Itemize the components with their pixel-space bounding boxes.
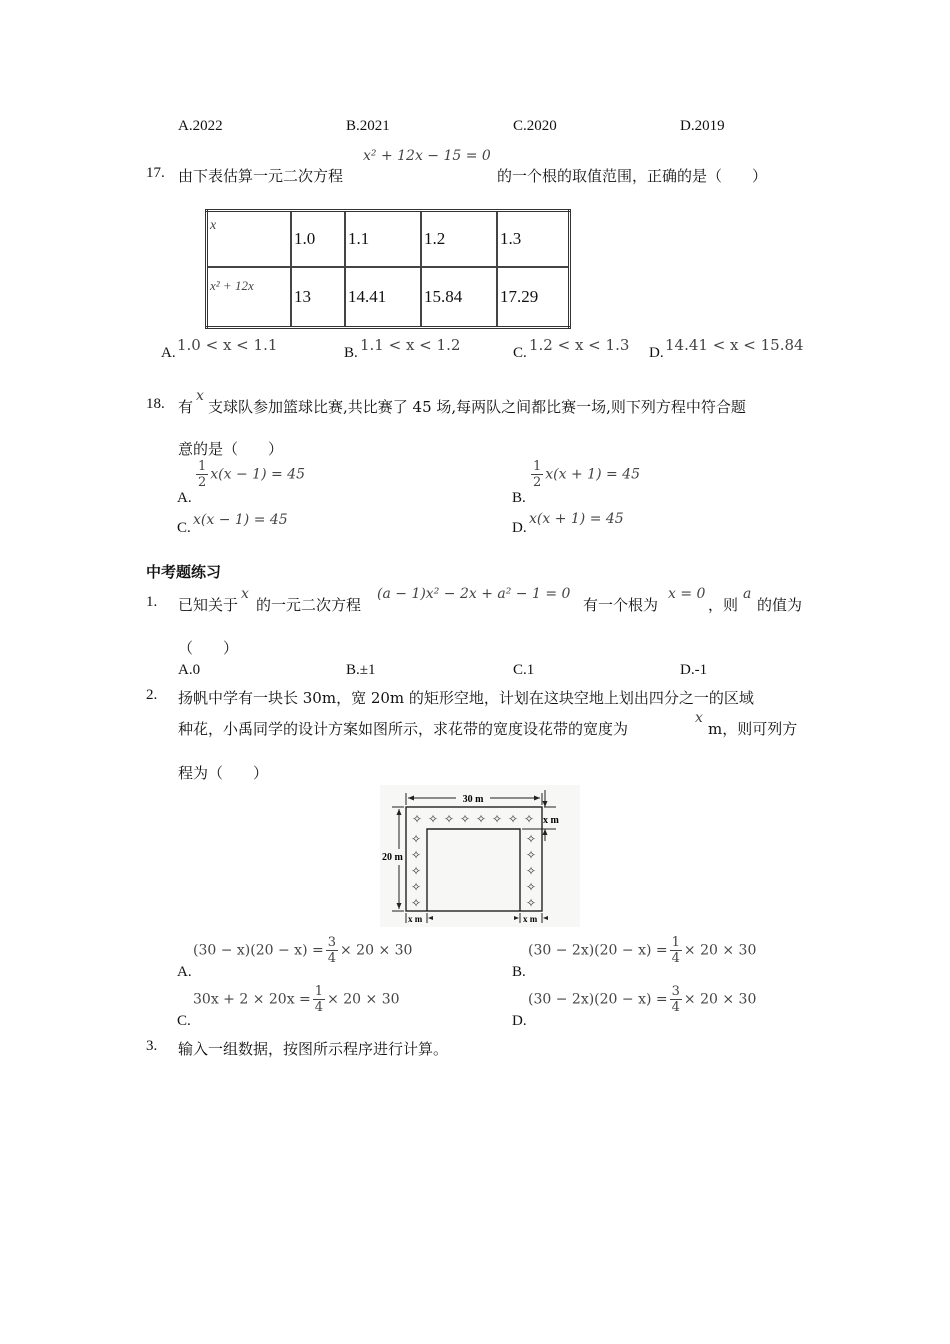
star-icon: ✧ <box>410 832 422 846</box>
q17-equation: x² + 12x − 15 = 0 <box>363 148 491 164</box>
label-20m: 20 m <box>382 852 403 863</box>
star-icon: ✧ <box>427 812 439 826</box>
p1-var-a: a <box>743 586 752 602</box>
math-left: (30 − 2x)(20 − x) = <box>528 942 668 959</box>
p2-line2-a: 种花，小禹同学的设计方案如图所示，求花带的宽度设花带的宽度为 <box>178 720 629 738</box>
q17-text-before: 由下表估算一元二次方程 <box>178 167 344 185</box>
math-right: × 20 × 30 <box>327 991 400 1008</box>
star-icon: ✧ <box>443 812 455 826</box>
star-icon: ✧ <box>410 848 422 862</box>
p1-var-x: x <box>241 586 249 602</box>
q18-option-d-math: x(x + 1) = 45 <box>529 511 624 527</box>
p1-text-e: 的值为 <box>757 596 803 614</box>
fraction: $\frac{1}{2}$ <box>533 459 542 490</box>
q18-var: x <box>196 388 204 404</box>
p1-text-c: 有一个根为 <box>583 596 659 614</box>
fraction: $\frac{1}{4}$ <box>671 935 680 966</box>
math-right: × 20 × 30 <box>340 942 413 959</box>
q18-option-b-label: B. <box>512 490 526 506</box>
q18-option-b-math: $\frac{1}{2}$ x(x + 1) = 45 <box>533 459 640 490</box>
q18-option-c-math: x(x − 1) = 45 <box>193 512 288 528</box>
p2-number: 2. <box>146 687 158 703</box>
p3-number: 3. <box>146 1038 158 1054</box>
p3-text: 输入一组数据，按图所示程序进行计算。 <box>178 1040 449 1058</box>
q17-option-a-label: A. <box>161 345 176 361</box>
q18-text-b: 支球队参加篮球比赛,共比赛了 45 场,每两队之间都比赛一场,则下列方程中符合题 <box>208 398 746 416</box>
q18-option-a-label: A. <box>177 490 192 506</box>
p1-option-d: D.-1 <box>680 662 708 678</box>
q16-option-d: D.2019 <box>680 118 725 134</box>
q17-option-c-math: 1.2 < x < 1.3 <box>529 336 630 354</box>
p1-equation: (a − 1)x² − 2x + a² − 1 = 0 <box>377 586 571 602</box>
star-icon: ✧ <box>525 880 537 894</box>
q18-option-d-label: D. <box>512 520 527 536</box>
table-cell: 1.3 <box>497 211 570 268</box>
p1-option-c: C.1 <box>513 662 535 678</box>
q16-option-b: B.2021 <box>346 118 390 134</box>
star-icon: ✧ <box>410 864 422 878</box>
star-icon: ✧ <box>410 880 422 894</box>
star-icon: ✧ <box>525 848 537 862</box>
q17-option-b-label: B. <box>344 345 358 361</box>
star-icon: ✧ <box>491 812 503 826</box>
p2-option-b-math <box>528 936 756 965</box>
q17-option-a-math: 1.0 < x < 1.1 <box>177 336 278 354</box>
p1-text-d: ，则 <box>708 596 739 614</box>
math-right: × 20 × 30 <box>683 991 757 1008</box>
q16-option-a: A.2022 <box>178 118 223 134</box>
table-header-x: x <box>207 211 292 268</box>
table-cell: 15.84 <box>421 267 497 328</box>
p1-text-b: 的一元二次方程 <box>256 596 362 614</box>
table-row <box>207 211 570 268</box>
q17-text-after: 的一个根的取值范围，正确的是（ ） <box>497 167 768 185</box>
fraction: $\frac{3}{4}$ <box>671 984 680 1015</box>
garden-figure <box>380 785 580 927</box>
p1-line2: （ ） <box>178 639 239 657</box>
p2-option-c-math <box>193 985 400 1014</box>
table-cell: 13 <box>291 267 345 328</box>
q18-number: 18. <box>146 396 165 412</box>
p2-option-b-label: B. <box>512 964 526 980</box>
star-icon: ✧ <box>525 864 537 878</box>
star-icon: ✧ <box>410 896 422 910</box>
q16-option-c: C.2020 <box>513 118 557 134</box>
star-icon: ✧ <box>507 812 519 826</box>
q17-number: 17. <box>146 165 165 181</box>
table-cell: 1.2 <box>421 211 497 268</box>
p2-option-c-label: C. <box>177 1013 191 1029</box>
label-xm-right: x m <box>543 815 559 826</box>
label-xm-bottom-right: x m <box>523 914 538 924</box>
fraction: $\frac{1}{4}$ <box>314 984 324 1015</box>
section-heading: 中考题练习 <box>146 563 222 581</box>
star-icon: ✧ <box>525 896 537 910</box>
p2-option-d-math <box>528 985 756 1014</box>
fraction: $\frac{1}{2}$ <box>198 459 207 490</box>
q18-text-a: 有 <box>178 398 194 416</box>
star-icon: ✧ <box>475 812 487 826</box>
table-cell: 14.41 <box>345 267 421 328</box>
q18-option-c-label: C. <box>177 520 191 536</box>
table-row <box>207 267 570 328</box>
table-cell: 1.1 <box>345 211 421 268</box>
value-table <box>205 209 571 329</box>
p1-number: 1. <box>146 594 158 610</box>
table-cell: 17.29 <box>497 267 570 328</box>
q18-option-a-math: $\frac{1}{2}$ x(x − 1) = 45 <box>198 459 305 490</box>
label-xm-bottom-left: x m <box>408 914 423 924</box>
star-icon: ✧ <box>525 832 537 846</box>
fraction: $\frac{3}{4}$ <box>327 935 336 966</box>
p2-line1: 扬帆中学有一块长 30m，宽 20m 的矩形空地，计划在这块空地上划出四分之一的区域 <box>178 689 754 707</box>
label-30m: 30 m <box>462 794 484 805</box>
table-cell: 1.0 <box>291 211 345 268</box>
q17-option-d-label: D. <box>649 345 664 361</box>
p2-option-a-math <box>193 936 412 965</box>
p1-text-a: 已知关于 <box>178 596 239 614</box>
p2-line3: 程为（ ） <box>178 764 269 782</box>
math-left: (30 − 2x)(20 − x) = <box>528 991 668 1008</box>
star-icon: ✧ <box>459 812 471 826</box>
q17-option-d-math: 14.41 < x < 15.84 <box>665 336 804 354</box>
q18-line2: 意的是（ ） <box>178 440 284 458</box>
table-header-fx: x² + 12x <box>207 267 292 328</box>
math-right: × 20 × 30 <box>683 942 757 959</box>
p2-var: x <box>695 710 703 726</box>
p1-root: x = 0 <box>668 586 706 602</box>
q17-option-b-math: 1.1 < x < 1.2 <box>360 336 461 354</box>
p2-line2-b: m，则可列方 <box>708 720 798 738</box>
star-icon: ✧ <box>411 812 423 826</box>
p1-option-b: B.±1 <box>346 662 376 678</box>
math-left: (30 − x)(20 − x) = <box>193 942 324 959</box>
star-icon: ✧ <box>523 812 535 826</box>
q17-option-c-label: C. <box>513 345 527 361</box>
p2-option-d-label: D. <box>512 1013 527 1029</box>
p1-option-a: A.0 <box>178 662 201 678</box>
math-left: 30x + 2 × 20x = <box>193 991 311 1008</box>
p2-option-a-label: A. <box>177 964 192 980</box>
